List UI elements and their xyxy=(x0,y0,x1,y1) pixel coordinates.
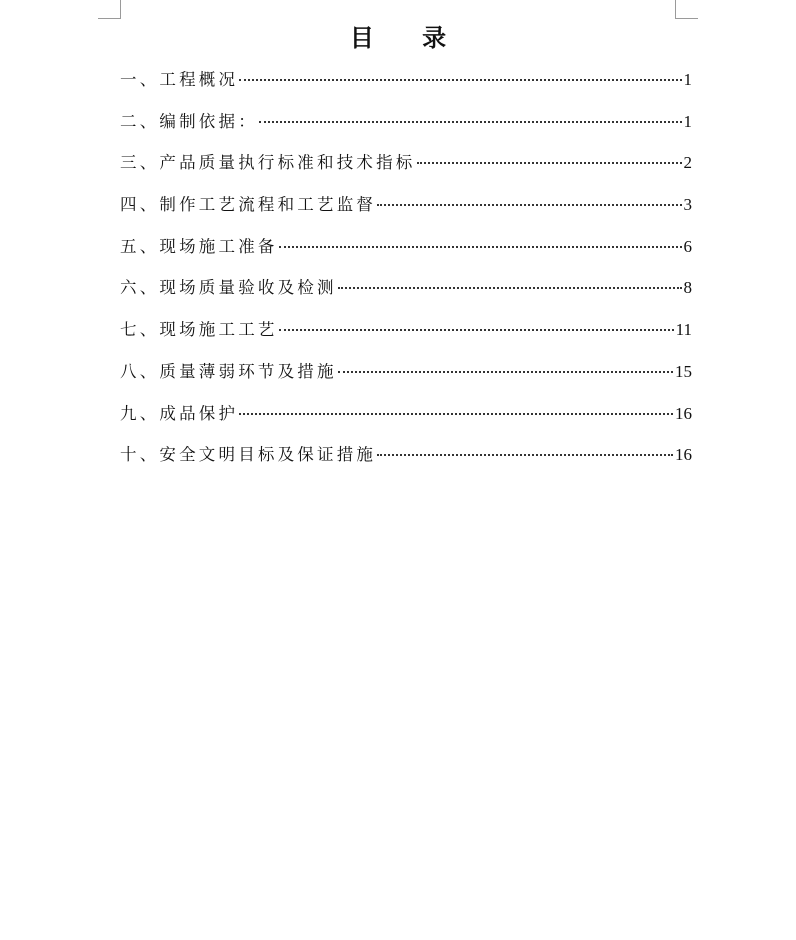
toc-entry-label: 九、成品保护 xyxy=(120,403,239,423)
toc-entry-label: 七、现场施工工艺 xyxy=(120,320,278,340)
toc-entry-page: 8 xyxy=(683,278,692,298)
toc-list xyxy=(120,66,692,483)
toc-entry[interactable] xyxy=(120,149,692,191)
toc-entry-label: 二、编制依据： xyxy=(120,111,258,131)
toc-dot-leader xyxy=(417,162,682,164)
toc-entry[interactable] xyxy=(120,358,692,400)
toc-entry[interactable] xyxy=(120,441,692,483)
toc-entry-page: 2 xyxy=(683,153,692,173)
toc-entry-page: 1 xyxy=(683,70,692,89)
toc-entry[interactable] xyxy=(120,191,692,233)
toc-entry-label: 一、工程概况 xyxy=(120,70,239,89)
crop-mark-top-right xyxy=(675,0,698,19)
toc-entry-label: 五、现场施工准备 xyxy=(120,236,278,256)
toc-entry-page: 1 xyxy=(683,111,692,131)
toc-entry[interactable] xyxy=(120,316,692,358)
toc-dot-leader xyxy=(279,329,674,331)
toc-entry[interactable] xyxy=(120,274,692,316)
toc-dot-leader xyxy=(377,454,673,456)
toc-entry-label: 三、产品质量执行标准和技术指标 xyxy=(120,153,416,173)
toc-dot-leader xyxy=(338,287,682,289)
toc-entry[interactable] xyxy=(120,108,692,150)
toc-entry-page: 16 xyxy=(675,445,692,465)
toc-dot-leader xyxy=(377,204,681,206)
toc-entry[interactable] xyxy=(120,233,692,275)
toc-dot-leader xyxy=(239,413,673,415)
toc-entry-page: 3 xyxy=(683,195,692,215)
toc-dot-leader xyxy=(239,79,681,81)
toc-entry-page: 15 xyxy=(675,361,692,381)
toc-entry-label: 八、质量薄弱环节及措施 xyxy=(120,361,337,381)
toc-dot-leader xyxy=(279,246,682,248)
toc-entry-label: 四、制作工艺流程和工艺监督 xyxy=(120,195,377,215)
toc-dot-leader xyxy=(338,371,673,373)
toc-entry-label: 十、安全文明目标及保证措施 xyxy=(120,445,377,465)
toc-entry-page: 11 xyxy=(675,320,692,340)
toc-entry-label: 六、现场质量验收及检测 xyxy=(120,278,337,298)
toc-entry-page: 6 xyxy=(683,236,692,256)
toc-title: 目 录 xyxy=(349,23,467,52)
toc-entry-page: 16 xyxy=(675,403,692,423)
toc-entry[interactable] xyxy=(120,66,692,108)
toc-entry[interactable] xyxy=(120,400,692,442)
toc-dot-leader xyxy=(259,121,682,123)
crop-mark-top-left xyxy=(98,0,121,19)
